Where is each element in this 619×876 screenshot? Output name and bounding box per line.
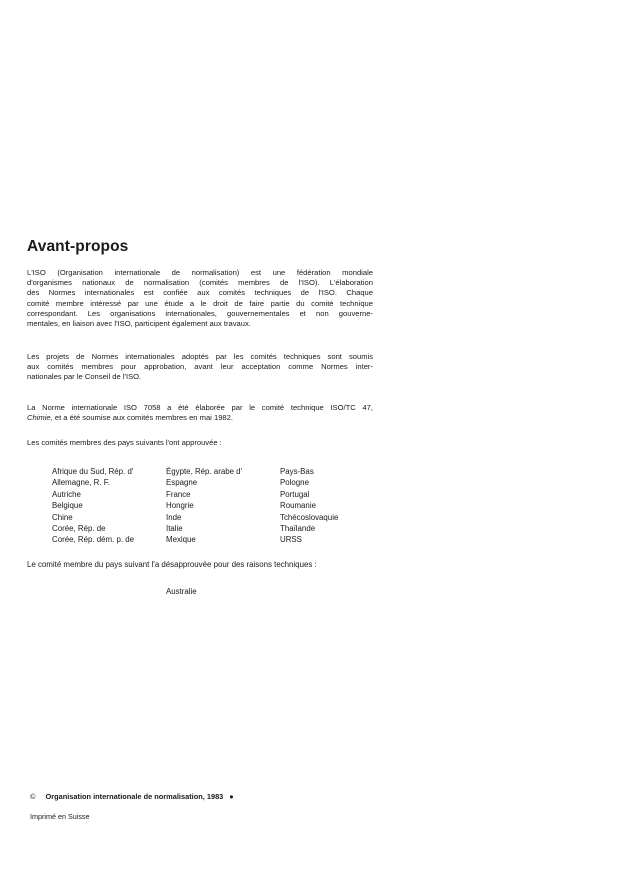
bullet-icon: ●: [229, 792, 234, 801]
country-item: Portugal: [280, 489, 310, 499]
copyright-text: Organisation internationale de normalisation, 1983: [45, 792, 224, 801]
text-line: correspondant. Les organisations internationales, gouvernementales et non gouverne-: [27, 308, 373, 318]
copyright-line: [30, 792, 234, 801]
country-item: Italie: [166, 523, 183, 533]
country-item: Mexique: [166, 535, 196, 545]
disapproving-country: Australie: [166, 587, 197, 596]
country-item: Égypte, Rép. arabe d': [166, 467, 243, 476]
text-line: L'ISO (Organisation internationale de normalisation) est une fédération mondiale: [27, 268, 373, 277]
text-line: La Norme internationale ISO 7058 a été élaborée par le comité technique ISO/TC 47,: [27, 403, 373, 412]
country-item: Corée, Rép. de: [52, 523, 106, 533]
disapproval-intro: Le comité membre du pays suivant l'a désapprouvée pour des raisons techniques :: [27, 560, 317, 569]
country-item: Autriche: [52, 489, 81, 499]
text-line: Les projets de Normes internationales adoptés par les comités techniques sont soumis: [27, 352, 373, 361]
printed-in-label: Imprimé en Suisse: [30, 812, 90, 821]
text-line: des Normes internationales est confiée aux comités techniques de l'ISO. Chaque: [27, 288, 373, 298]
country-item: Tchécoslovaquie: [280, 512, 339, 522]
country-item: Inde: [166, 512, 182, 522]
country-item: Hongrie: [166, 501, 194, 511]
approval-process-paragraph: [27, 352, 373, 383]
country-item: Pologne: [280, 478, 309, 488]
country-column: [280, 466, 338, 546]
committee-name: Chimie: [27, 413, 51, 423]
text-line: Les comités membres des pays suivants l'ont approuvée :: [27, 438, 222, 447]
approving-intro: [27, 438, 373, 448]
country-column: [166, 466, 242, 546]
country-item: Belgique: [52, 501, 83, 511]
text-line: d'organismes nationaux de normalisation (comités membres de l'ISO). L'élaboration: [27, 278, 373, 288]
intro-paragraph: [27, 268, 373, 329]
country-item: Allemagne, R. F.: [52, 478, 110, 488]
standard-origin-paragraph: [27, 403, 373, 423]
text-line: comité membre intéressé par une étude a le droit de faire partie du comité technique: [27, 298, 373, 308]
country-item: Roumanie: [280, 501, 316, 511]
text-line: nationales par le Conseil de l'ISO.: [27, 372, 142, 382]
text-line: mentales, en liaison avec l'ISO, participent également aux travaux.: [27, 319, 251, 329]
text-line: aux comités membres pour approbation, avant leur acceptation comme Normes inter-: [27, 362, 373, 372]
country-item: Corée, Rép. dém. p. de: [52, 535, 135, 545]
page-title: Avant-propos: [27, 238, 129, 255]
country-item: France: [166, 489, 191, 499]
country-item: URSS: [280, 535, 302, 545]
country-item: Chine: [52, 512, 73, 522]
text-line: [27, 413, 373, 423]
country-item: Pays-Bas: [280, 467, 314, 476]
country-item: Afrique du Sud, Rép. d': [52, 467, 134, 476]
country-item: Thaïlande: [280, 523, 316, 533]
country-column: [52, 466, 134, 546]
copyright-icon: ©: [30, 792, 36, 801]
country-item: Espagne: [166, 478, 198, 488]
text-fragment: , et a été soumise aux comités membres en mai 1982.: [50, 413, 233, 423]
